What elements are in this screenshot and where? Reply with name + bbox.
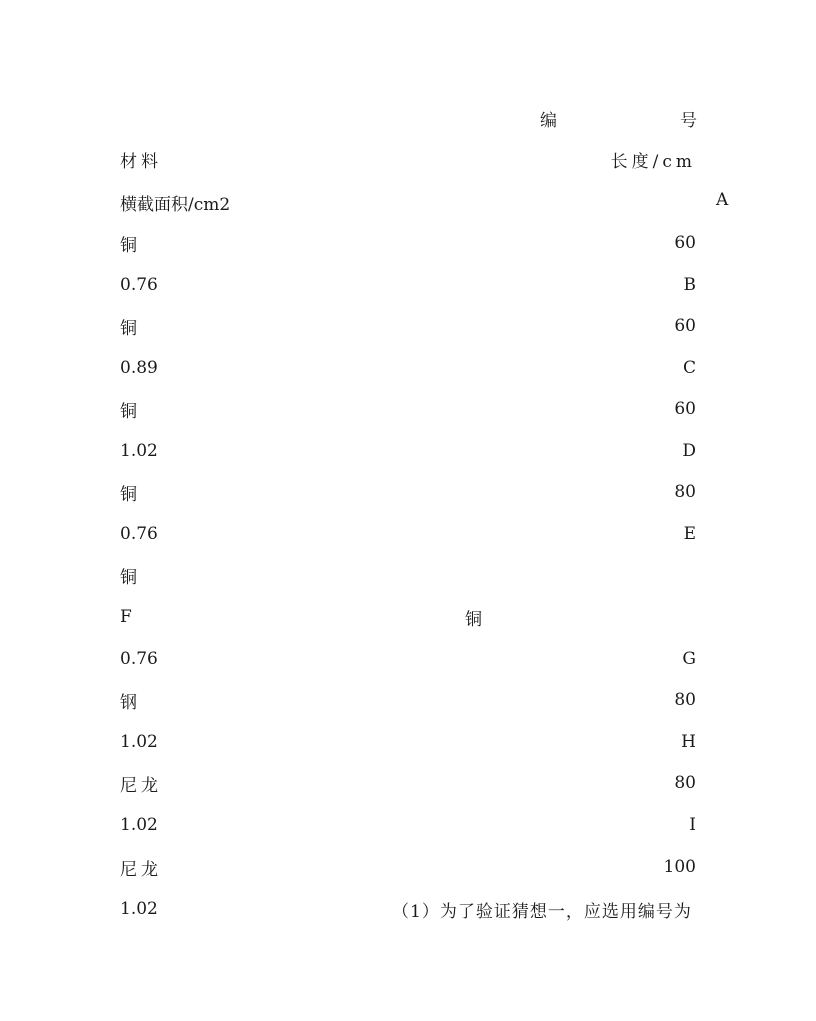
table-row bbox=[120, 771, 696, 795]
area-label: 横截面积/cm2 bbox=[120, 194, 231, 215]
cell-left: 铜 bbox=[120, 235, 137, 256]
table-row bbox=[120, 356, 696, 380]
table-row bbox=[120, 855, 696, 879]
cell-left: 尼龙 bbox=[120, 775, 162, 796]
cell-left: 0.89 bbox=[120, 358, 158, 378]
cell-right: 80 bbox=[674, 690, 696, 710]
cell-right: 100 bbox=[663, 857, 696, 877]
cell-left: 1.02 bbox=[120, 815, 158, 835]
table-row bbox=[120, 730, 696, 754]
cell-left: 0.76 bbox=[120, 275, 158, 295]
table-row bbox=[120, 522, 696, 546]
cell-left: 1.02 bbox=[120, 899, 158, 919]
material-label: 材料 bbox=[120, 151, 162, 172]
cell-right: 60 bbox=[674, 316, 696, 336]
table-row bbox=[120, 813, 696, 837]
table-row bbox=[120, 605, 696, 629]
cell-left: 铜 bbox=[120, 401, 137, 422]
header-row-area bbox=[120, 190, 696, 214]
cell-right: 80 bbox=[674, 482, 696, 502]
cell-right: B bbox=[683, 275, 696, 295]
header-row-material bbox=[120, 147, 696, 171]
table-row bbox=[120, 688, 696, 712]
question-1: （1）为了验证猜想一，应选用编号为 bbox=[392, 902, 692, 922]
cell-right: 80 bbox=[674, 773, 696, 793]
cell-left: 尼龙 bbox=[120, 859, 162, 880]
header-bian: 编 bbox=[540, 111, 557, 131]
table-row bbox=[120, 231, 696, 255]
header-hao: 号 bbox=[680, 111, 697, 131]
cell-left: F bbox=[120, 607, 132, 627]
cell-left: 0.76 bbox=[120, 649, 158, 669]
cell-right: I bbox=[689, 815, 696, 835]
cell-left: 铜 bbox=[120, 484, 137, 505]
table-row bbox=[120, 647, 696, 671]
cell-right: G bbox=[682, 649, 696, 669]
cell-right: 60 bbox=[674, 399, 696, 419]
table-row bbox=[120, 439, 696, 463]
cell-left: 铜 bbox=[120, 567, 137, 588]
cell-left: 钢 bbox=[120, 692, 137, 713]
cell-left: 0.76 bbox=[120, 524, 158, 544]
cell-left: 1.02 bbox=[120, 441, 158, 461]
cell-right: D bbox=[682, 441, 696, 461]
length-label: 长度/cm bbox=[610, 151, 696, 172]
table-row bbox=[120, 563, 696, 587]
cell-right: E bbox=[683, 524, 696, 544]
cell-left: 1.02 bbox=[120, 732, 158, 752]
id-a: A bbox=[716, 190, 729, 210]
table-row bbox=[120, 480, 696, 504]
table-row bbox=[120, 273, 696, 297]
table-row bbox=[120, 397, 696, 421]
table-row bbox=[120, 314, 696, 338]
f-row-material: 铜 bbox=[465, 610, 482, 630]
cell-right: C bbox=[682, 358, 696, 378]
cell-right: H bbox=[681, 732, 696, 752]
cell-left: 铜 bbox=[120, 318, 137, 339]
cell-right: 60 bbox=[674, 233, 696, 253]
